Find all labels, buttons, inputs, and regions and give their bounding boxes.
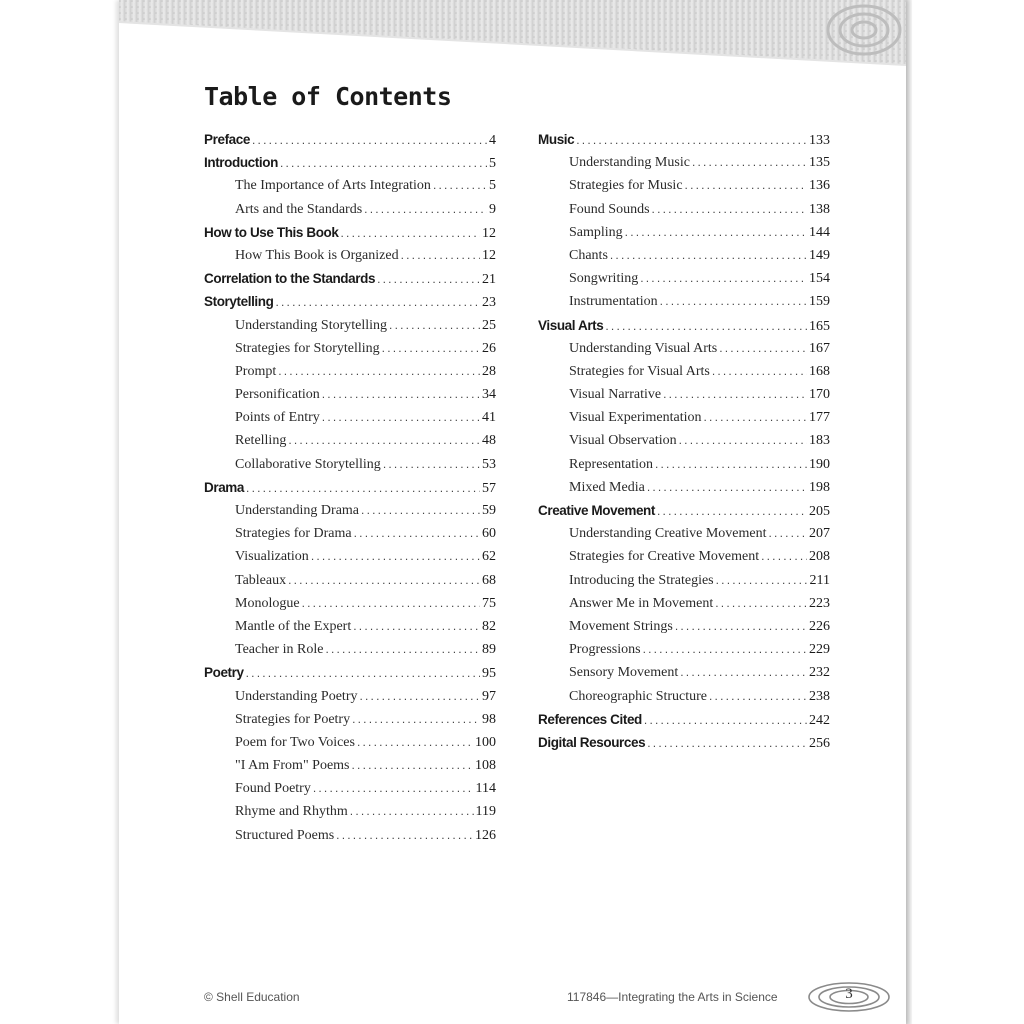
toc-section-entry [538, 128, 830, 151]
toc-entry-label: Prompt [235, 363, 277, 379]
dot-leader [433, 174, 487, 197]
footer-copyright: © Shell Education [204, 990, 300, 1004]
dot-leader [352, 708, 480, 731]
page-title: Table of Contents [204, 82, 452, 111]
toc-subsection-entry [204, 754, 496, 777]
toc-page-number: 59 [482, 503, 496, 518]
toc-entry-label: Strategies for Storytelling [235, 340, 380, 356]
toc-page-number: 21 [482, 272, 496, 288]
toc-page-number: 190 [809, 456, 830, 472]
header-banner [119, 0, 906, 70]
toc-subsection-entry [204, 569, 496, 592]
toc-entry-label: Points of Entry [235, 410, 320, 426]
toc-entry-label: Storytelling [204, 294, 274, 310]
toc-subsection-entry [538, 151, 830, 174]
toc-page-number: 242 [809, 712, 830, 728]
toc-entry-label: Representation [569, 456, 653, 472]
toc-page-number: 100 [475, 734, 496, 750]
toc-page-number: 97 [482, 688, 496, 704]
toc-page-number: 82 [482, 618, 496, 634]
toc-entry-label: Sampling [569, 224, 623, 240]
toc-page-number: 198 [809, 479, 830, 495]
toc-page-number: 53 [482, 456, 496, 472]
dot-leader [325, 638, 480, 661]
toc-subsection-entry [204, 522, 496, 545]
toc-page-number: 229 [809, 642, 830, 658]
toc-page-number: 119 [475, 804, 496, 820]
toc-entry-label: Understanding Music [569, 155, 690, 171]
toc-page-number: 126 [475, 827, 496, 843]
toc-subsection-entry [538, 174, 830, 197]
toc-entry-label: Visual Experimentation [569, 410, 702, 426]
toc-entry-label: Rhyme and Rhythm [235, 804, 348, 820]
toc-page-number: 114 [475, 781, 496, 797]
dot-leader [647, 476, 807, 499]
dot-leader [719, 337, 807, 360]
page-number: 3 [845, 986, 853, 1002]
toc-entry-label: Found Sounds [569, 201, 650, 217]
dot-leader [364, 198, 487, 221]
toc-subsection-entry [538, 569, 830, 592]
toc-entry-label: Sensory Movement [569, 665, 679, 681]
toc-entry-label: Drama [204, 479, 245, 495]
toc-page-number: 12 [482, 225, 496, 241]
toc-subsection-entry [204, 800, 496, 823]
toc-subsection-entry [204, 708, 496, 731]
toc-page-number: 62 [482, 549, 496, 565]
toc-page-number: 238 [809, 688, 830, 704]
toc-page-number: 208 [809, 549, 830, 565]
toc-page-number: 232 [809, 665, 830, 681]
dot-leader [350, 800, 474, 823]
toc-section-entry [538, 314, 830, 337]
dot-leader [709, 685, 807, 708]
toc-subsection-entry [204, 545, 496, 568]
toc-subsection-entry [538, 476, 830, 499]
toc-page-number: 138 [809, 201, 830, 217]
toc-subsection-entry [204, 615, 496, 638]
toc-page-number: 226 [809, 618, 830, 634]
dot-leader [336, 824, 473, 847]
toc-entry-label: Retelling [235, 433, 287, 449]
toc-section-entry [204, 661, 496, 684]
toc-entry-label: Movement Strings [569, 618, 673, 634]
toc-section-entry [204, 267, 496, 290]
toc-section-entry [538, 731, 830, 754]
dot-leader [280, 152, 487, 175]
toc-section-entry [204, 221, 496, 244]
dot-leader [252, 129, 487, 152]
toc-entry-label: Instrumentation [569, 294, 658, 310]
toc-entry-label: References Cited [538, 711, 642, 727]
toc-entry-label: Poem for Two Voices [235, 734, 355, 750]
dot-leader [660, 290, 807, 313]
dot-leader [692, 151, 807, 174]
toc-entry-label: Introduction [204, 155, 278, 171]
toc-page-number: 34 [482, 387, 496, 403]
dot-leader [715, 592, 807, 615]
toc-entry-label: Chants [569, 247, 608, 263]
toc-entry-label: Mixed Media [569, 479, 645, 495]
dot-leader [361, 499, 480, 522]
toc-right-column [538, 128, 830, 754]
toc-entry-label: Strategies for Poetry [235, 711, 351, 727]
toc-subsection-entry [538, 661, 830, 684]
dot-leader [359, 685, 480, 708]
toc-subsection-entry [204, 499, 496, 522]
dot-leader [322, 383, 480, 406]
dot-leader [716, 569, 808, 592]
toc-subsection-entry [204, 174, 496, 197]
toc-subsection-entry [204, 592, 496, 615]
toc-entry-label: Understanding Storytelling [235, 317, 388, 333]
toc-section-entry [204, 290, 496, 313]
toc-page-number: 60 [482, 526, 496, 542]
toc-entry-label: Creative Movement [538, 503, 655, 518]
toc-subsection-entry [538, 453, 830, 476]
toc-page-number: 144 [809, 224, 830, 240]
toc-subsection-entry [538, 383, 830, 406]
toc-entry-label: Progressions [569, 642, 641, 658]
toc-subsection-entry [538, 360, 830, 383]
toc-subsection-entry [204, 685, 496, 708]
toc-section-entry [204, 476, 496, 499]
toc-page-number: 149 [809, 247, 830, 263]
toc-entry-label: Visual Observation [569, 433, 677, 449]
dot-leader [680, 661, 807, 684]
toc-section-entry [204, 128, 496, 151]
toc-entry-label: Strategies for Drama [235, 526, 352, 542]
toc-entry-label: Collaborative Storytelling [235, 456, 381, 472]
toc-subsection-entry [538, 545, 830, 568]
dot-leader [354, 522, 480, 545]
footer-book-id: 117846—Integrating the Arts in Science [567, 990, 778, 1004]
toc-page-number: 26 [482, 340, 496, 356]
dot-leader [610, 244, 807, 267]
dot-leader [353, 615, 480, 638]
toc-entry-label: Monologue [235, 595, 300, 611]
toc-page-number: 135 [809, 155, 830, 171]
toc-entry-label: Personification [235, 387, 320, 403]
dot-leader [647, 732, 807, 755]
dot-leader [246, 662, 480, 685]
dot-leader [313, 777, 474, 800]
toc-subsection-entry [204, 244, 496, 267]
dot-leader [275, 291, 480, 314]
toc-entry-label: Strategies for Visual Arts [569, 363, 710, 379]
toc-section-entry [538, 708, 830, 731]
toc-entry-label: Structured Poems [235, 827, 335, 843]
toc-page-number: 170 [809, 387, 830, 403]
toc-subsection-entry [538, 592, 830, 615]
toc-subsection-entry [204, 383, 496, 406]
toc-entry-label: Correlation to the Standards [204, 271, 376, 287]
toc-entry-label: Arts and the Standards [235, 201, 363, 217]
toc-entry-label: Choreographic Structure [569, 688, 708, 704]
toc-entry-label: Understanding Drama [235, 503, 360, 518]
dot-leader [679, 429, 807, 452]
toc-entry-label: "I Am From" Poems [235, 758, 350, 774]
dot-leader [663, 383, 807, 406]
toc-entry-label: Tableaux [235, 572, 287, 588]
dot-leader [246, 477, 480, 500]
toc-page-number: 4 [489, 133, 496, 148]
toc-subsection-entry [204, 777, 496, 800]
toc-entry-label: Answer Me in Movement [569, 595, 714, 611]
dot-leader [704, 406, 807, 429]
toc-subsection-entry [538, 638, 830, 661]
toc-subsection-entry [538, 290, 830, 313]
toc-section-entry [538, 499, 830, 522]
toc-subsection-entry [204, 406, 496, 429]
toc-entry-label: Mantle of the Expert [235, 618, 352, 634]
toc-subsection-entry [538, 615, 830, 638]
toc-page-number: 154 [809, 271, 830, 287]
page-number-badge [807, 980, 891, 1014]
toc-entry-label: Visualization [235, 549, 309, 565]
toc-entry-label: The Importance of Arts Integration [235, 178, 431, 194]
dot-leader [322, 406, 480, 429]
toc-subsection-entry [538, 522, 830, 545]
dot-leader [685, 174, 807, 197]
dot-leader [382, 337, 480, 360]
toc-page-number: 223 [809, 595, 830, 611]
toc-section-entry [204, 151, 496, 174]
toc-page-number: 25 [482, 317, 496, 333]
toc-entry-label: Songwriting [569, 271, 639, 287]
toc-entry-label: Visual Arts [538, 317, 604, 333]
toc-page-number: 12 [482, 247, 496, 263]
toc-page-number: 9 [489, 201, 496, 217]
toc-subsection-entry [538, 337, 830, 360]
page-edge [906, 0, 912, 1024]
toc-page-number: 95 [482, 666, 496, 682]
toc-subsection-entry [538, 685, 830, 708]
toc-page-number: 207 [809, 526, 830, 542]
dot-leader [352, 754, 474, 777]
toc-subsection-entry [204, 337, 496, 360]
toc-entry-label: Understanding Visual Arts [569, 340, 718, 356]
toc-page-number: 75 [482, 595, 496, 611]
toc-subsection-entry [538, 267, 830, 290]
toc-entry-label: Music [538, 132, 575, 147]
toc-page-number: 28 [482, 363, 496, 379]
toc-page-number: 205 [809, 504, 830, 519]
toc-entry-label: How to Use This Book [204, 224, 339, 240]
toc-page-number: 89 [482, 642, 496, 658]
toc-subsection-entry [538, 244, 830, 267]
toc-page-number: 183 [809, 433, 830, 449]
toc-page-number: 165 [809, 318, 830, 334]
toc-page-number: 68 [482, 572, 496, 588]
dot-leader [644, 709, 807, 732]
toc-page-number: 167 [809, 340, 830, 356]
toc-page-number: 177 [809, 410, 830, 426]
toc-entry-label: Understanding Creative Movement [569, 526, 767, 542]
dot-leader [311, 545, 480, 568]
toc-subsection-entry [204, 314, 496, 337]
toc-entry-label: Strategies for Creative Movement [569, 549, 760, 565]
toc-page-number: 23 [482, 295, 496, 311]
toc-subsection-entry [538, 429, 830, 452]
toc-subsection-entry [204, 198, 496, 221]
dot-leader [341, 222, 480, 245]
dot-leader [675, 615, 807, 638]
dot-leader [605, 315, 807, 338]
toc-entry-label: Visual Narrative [569, 387, 662, 403]
toc-page-number: 256 [809, 735, 830, 751]
toc-subsection-entry [204, 824, 496, 847]
dot-leader [288, 569, 480, 592]
dot-leader [288, 429, 480, 452]
toc-page-number: 108 [475, 758, 496, 774]
toc-subsection-entry [538, 221, 830, 244]
toc-page-number: 98 [482, 711, 496, 727]
toc-entry-label: Preface [204, 132, 250, 147]
dot-leader [377, 268, 480, 291]
toc-page-number: 57 [482, 480, 496, 496]
toc-entry-label: Teacher in Role [235, 642, 324, 658]
dot-leader [278, 360, 480, 383]
toc-subsection-entry [538, 406, 830, 429]
toc-page-number: 5 [489, 156, 496, 172]
toc-subsection-entry [204, 360, 496, 383]
dot-leader [383, 453, 480, 476]
dot-leader [769, 522, 807, 545]
dot-leader [657, 500, 807, 523]
dot-leader [302, 592, 480, 615]
toc-entry-label: Introducing the Strategies [569, 572, 714, 588]
toc-subsection-entry [204, 731, 496, 754]
toc-entry-label: Strategies for Music [569, 178, 683, 194]
dot-leader [401, 244, 480, 267]
toc-page-number: 41 [482, 410, 496, 426]
dot-leader [761, 545, 807, 568]
dot-leader [643, 638, 807, 661]
toc-page-number: 5 [489, 178, 496, 194]
dot-leader [712, 360, 807, 383]
dot-leader [655, 453, 807, 476]
toc-page-number: 133 [809, 133, 830, 148]
toc-subsection-entry [204, 429, 496, 452]
toc-page-number: 211 [809, 572, 830, 588]
dot-leader [389, 314, 480, 337]
toc-subsection-entry [538, 198, 830, 221]
toc-page-number: 136 [809, 178, 830, 194]
document-page [119, 0, 906, 1024]
toc-page-number: 48 [482, 433, 496, 449]
toc-subsection-entry [204, 638, 496, 661]
dot-leader [652, 198, 807, 221]
toc-page-number: 159 [809, 294, 830, 310]
dot-leader [625, 221, 807, 244]
toc-entry-label: Understanding Poetry [235, 688, 358, 704]
toc-subsection-entry [204, 453, 496, 476]
toc-page-number: 168 [809, 363, 830, 379]
toc-entry-label: How This Book is Organized [235, 247, 399, 263]
toc-entry-label: Found Poetry [235, 781, 311, 797]
toc-entry-label: Digital Resources [538, 734, 646, 750]
toc-left-column [204, 128, 496, 847]
dot-leader [576, 129, 807, 152]
toc-entry-label: Poetry [204, 665, 244, 681]
dot-leader [357, 731, 473, 754]
dot-leader [640, 267, 807, 290]
